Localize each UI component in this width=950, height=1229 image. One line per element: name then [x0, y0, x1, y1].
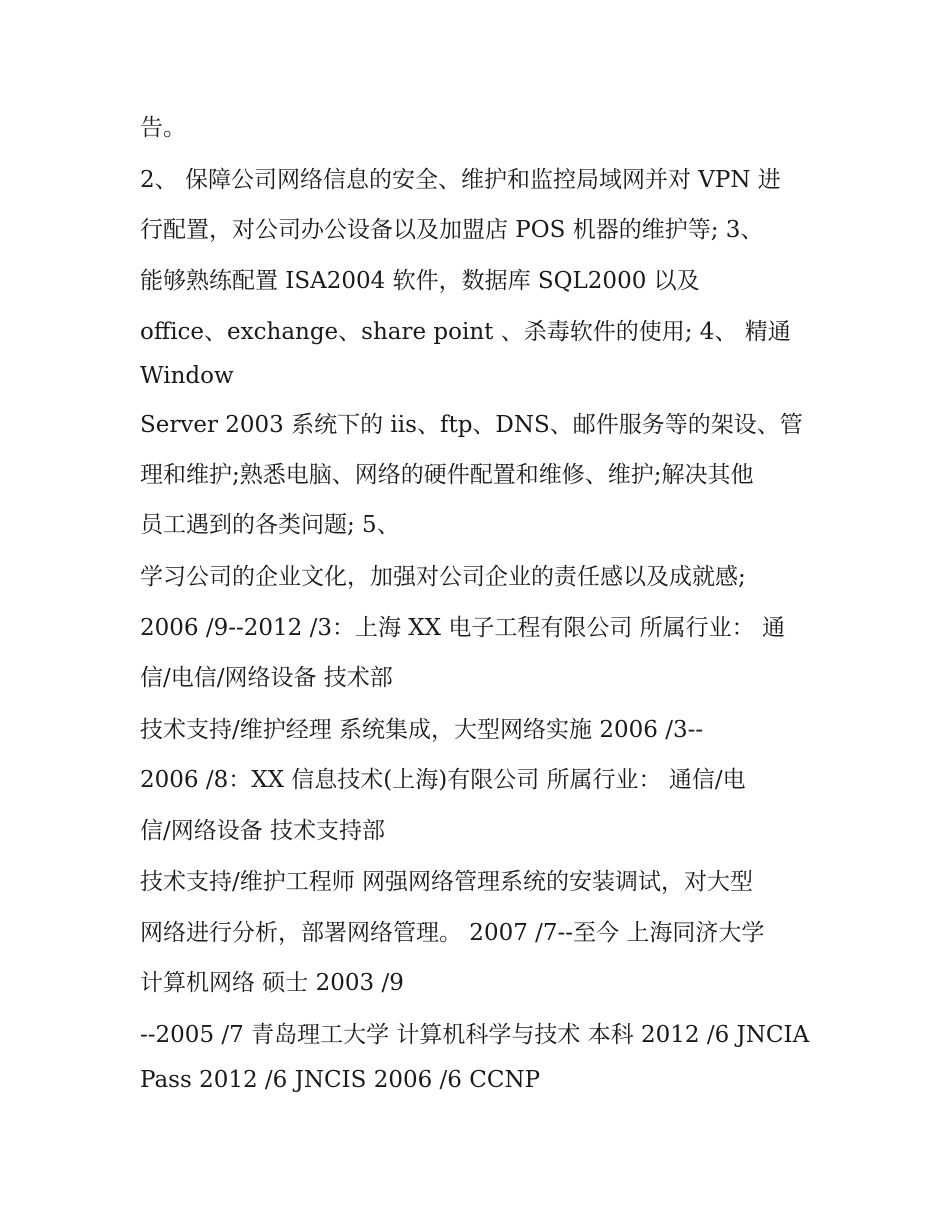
- text-line: Window: [140, 363, 234, 389]
- text-line: 2006 /9--2012 /3：上海 XX 电子工程有限公司 所属行业： 通: [140, 615, 785, 641]
- text-line: 行配置，对公司办公设备以及加盟店 POS 机器的维护等; 3、: [140, 217, 764, 243]
- text-line: 计算机网络 硕士 2003 /9: [140, 970, 404, 996]
- text-line: 技术支持/维护工程师 网强网络管理系统的安装调试，对大型: [140, 869, 754, 895]
- text-line: 员工遇到的各类问题; 5、: [140, 512, 400, 538]
- text-line: 告。: [140, 115, 186, 141]
- text-line: 2、 保障公司网络信息的安全、维护和监控局域网并对 VPN 进: [140, 167, 781, 193]
- text-line: 信/电信/网络设备 技术部: [140, 665, 393, 691]
- text-line: 信/网络设备 技术支持部: [140, 818, 386, 844]
- text-line: 网络进行分析，部署网络管理。 2007 /7--至今 上海同济大学: [140, 920, 765, 946]
- text-line: Server 2003 系统下的 iis、ftp、DNS、邮件服务等的架设、管: [140, 412, 803, 438]
- text-line: --2005 /7 青岛理工大学 计算机科学与技术 本科 2012 /6 JNCIA: [140, 1022, 810, 1048]
- text-line: 学习公司的企业文化，加强对公司企业的责任感以及成就感;: [140, 564, 746, 590]
- text-line: 能够熟练配置 ISA2004 软件，数据库 SQL2000 以及: [140, 268, 700, 294]
- text-line: 技术支持/维护经理 系统集成，大型网络实施 2006 /3--: [140, 717, 704, 743]
- text-line: office、exchange、share point 、杀毒软件的使用; 4、 精通: [140, 319, 791, 345]
- text-line: Pass 2012 /6 JNCIS 2006 /6 CCNP: [140, 1067, 541, 1093]
- text-line: 2006 /8：XX 信息技术(上海)有限公司 所属行业： 通信/电: [140, 767, 746, 793]
- text-line: 理和维护;熟悉电脑、网络的硬件配置和维修、维护;解决其他: [140, 462, 754, 488]
